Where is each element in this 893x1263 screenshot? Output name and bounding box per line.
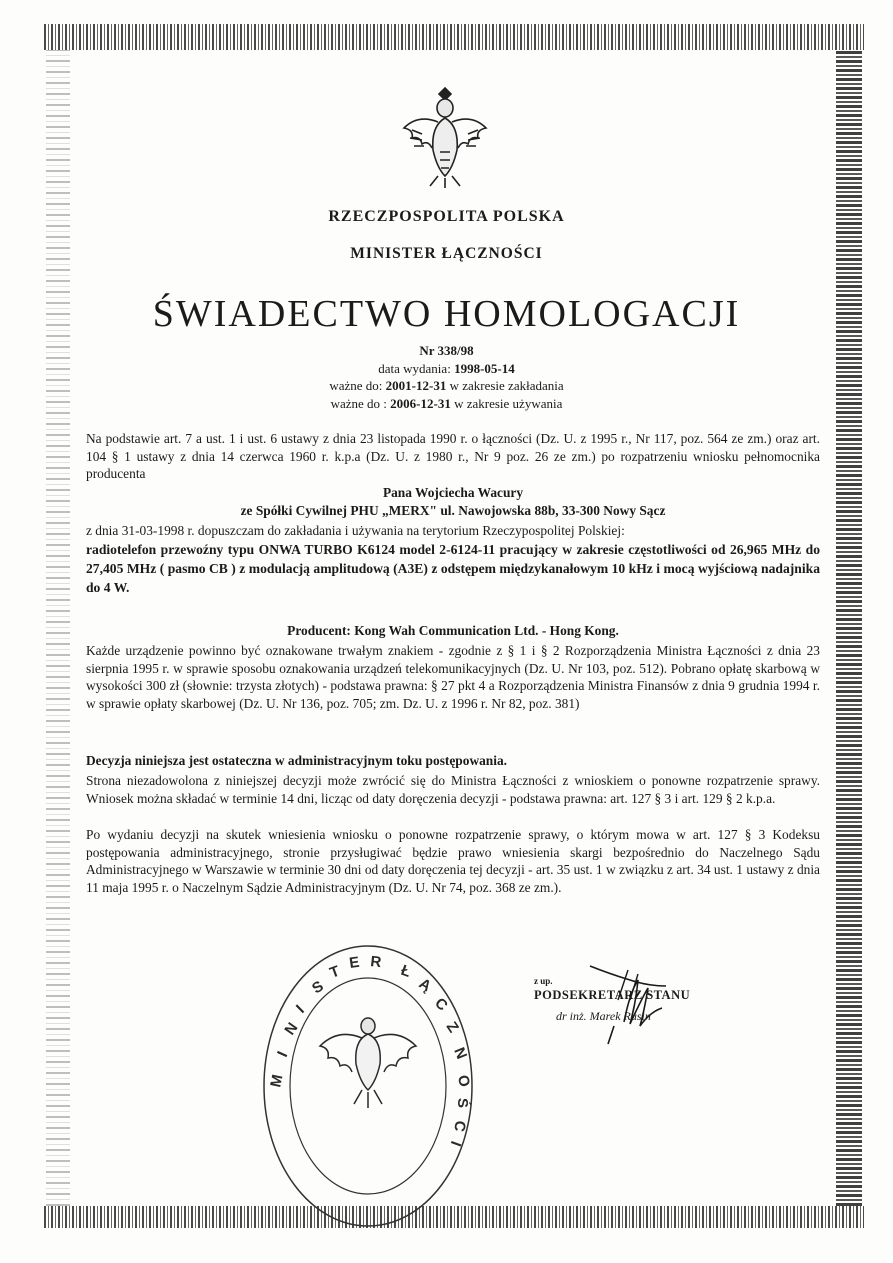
legal-basis-paragraph: Na podstawie art. 7 a ust. 1 i ust. 6 ustawy z dnia 23 listopada 1990 r. o łączności (Dz. U. z 1995 r., Nr 117, poz. 564 ze zm.) oraz art. 104 § 1 ustawy z dnia 14 czerwca 1960 r. k.p.a (Dz. U. z 1980 r., Nr 9 poz. 26 ze zm.) po rozpatrzeniu wniosku pełnomocnika producenta — [86, 431, 820, 481]
decorative-border-top — [44, 24, 864, 50]
seal-eagle-icon — [320, 1018, 416, 1108]
svg-text:T: T — [327, 962, 342, 982]
final-decision-statement: Decyzja niniejsza jest ostateczna w administracyjnym toku postępowania. — [86, 753, 508, 768]
issue-date-label: data wydania: — [378, 361, 451, 376]
svg-text:I: I — [274, 1048, 292, 1060]
marking-fee-paragraph: Każde urządzenie powinno być oznakowane trwałym znakiem - zgodnie z § 1 i § 2 Rozporządzenia Ministra Łączności z dnia 23 sierpnia 1995 r. w sprawie sposobu oznakowania urządzeń telekomunikacyjnych (Dz. U. Nr 103, poz. 512). Pobrano opłatę skarbową w wysokości 300 zł (słownie: trzysta złotych) - podstawa prawna: § 27 pkt 4 a Rozporządzenia Ministra Finansów z dnia 9 grudnia 1994 r. w sprawie opłaty skarbowej (Dz. U. Nr 136, poz. 705; zm. Dz. U. z 1996 r. Nr 82, poz. 381) — [86, 643, 820, 711]
issue-date-value: 1998-05-14 — [454, 361, 515, 376]
svg-text:N: N — [450, 1045, 471, 1062]
approval-statement: z dnia 31-03-1998 r. dopuszczam do zakładania i używania na terytorium Rzeczypospolitej Polskiej: — [86, 523, 625, 538]
valid-use-scope: w zakresie używania — [454, 396, 563, 411]
polish-eagle-emblem-icon — [400, 80, 490, 190]
valid-use-date: 2006-12-31 — [390, 396, 451, 411]
svg-text:S: S — [309, 977, 327, 998]
svg-text:M: M — [267, 1073, 287, 1089]
applicant-company: ze Spółki Cywilnej PHU „MERX" ul. Nawojowska 88b, 33-300 Nowy Sącz — [240, 503, 666, 518]
appeal-paragraph: Strona niezadowolona z niniejszej decyzji może zwrócić się do Ministra Łączności z wnioskiem o ponowne rozpatrzenie sprawy. Wniosek można składać w terminie 14 dni, licząc od daty doręczenia decyzji - podstawa prawna: art. 127 § 3 i art. 129 § 2 k.p.a. — [86, 773, 820, 806]
applicant-name: Pana Wojciecha Wacury — [382, 485, 524, 500]
svg-text:I: I — [292, 1001, 308, 1017]
svg-text:N: N — [281, 1019, 302, 1039]
svg-text:R: R — [369, 953, 383, 972]
court-complaint-paragraph: Po wydaniu decyzji na skutek wniesienia wniosku o ponowne rozpatrzenie sprawy, o którym mowa w art. 127 § 3 Kodeksu postępowania administracyjnego, stronie przysługiwać będzie prawo wniesienia skargi bezpośrednio do Naczelnego Sądu Administracyjnego w Warszawie w terminie 30 dni od daty doręczenia tej decyzji - art. 35 ust. 1 w związku z art. 34 ust. 1 ustawy z dnia 11 maja 1995 r. o Naczelnym Sądzie Administracyjnym (Dz. U. Nr 74, poz. 368 ze zm.). — [86, 827, 820, 895]
signatory-name: dr inż. Marek Rusin — [556, 1009, 651, 1023]
valid-install-label: ważne do: — [329, 378, 383, 393]
official-round-seal — [258, 938, 478, 1234]
producent-line: Producent: Kong Wah Communication Ltd. - Hong Kong. — [287, 623, 619, 638]
svg-text:Ą: Ą — [415, 974, 435, 996]
svg-text:Ś: Ś — [454, 1098, 471, 1109]
certificate-number: Nr 338/98 — [419, 343, 474, 358]
valid-use-line — [0, 396, 893, 412]
handwritten-signature — [560, 960, 700, 1050]
svg-text:Z: Z — [442, 1018, 462, 1036]
valid-use-label: ważne do : — [330, 396, 387, 411]
svg-text:I: I — [446, 1138, 465, 1149]
document-title: ŚWIADECTWO HOMOLOGACJI — [152, 293, 741, 335]
svg-text:C: C — [431, 994, 451, 1015]
valid-install-scope: w zakresie zakładania — [449, 378, 564, 393]
svg-text:E: E — [348, 953, 361, 972]
issue-date-line — [0, 361, 893, 377]
svg-text:O: O — [454, 1073, 473, 1089]
valid-install-date: 2001-12-31 — [385, 378, 447, 393]
authority-heading: MINISTER ŁĄCZNOŚCI — [350, 245, 543, 262]
svg-text:Ł: Ł — [398, 961, 414, 981]
device-description: radiotelefon przewoźny typu ONWA TURBO K6124 model 2-6124-11 pracujący w zakresie częstotliwości od 26,965 MHz do 27,405 MHz ( pasmo CB ) z modulacją amplitudową (A3E) z odstępem międzykanałowym 10 kHz i mocą wyjściową nadajnika do 4 W. — [86, 542, 820, 595]
signatory-title: PODSEKRETARZ STANU — [534, 988, 691, 1002]
valid-install-line — [0, 378, 893, 394]
country-heading: RZECZPOSPOLITA POLSKA — [328, 208, 565, 225]
signature-abbreviation: z up. — [534, 976, 553, 986]
svg-text:C: C — [450, 1119, 469, 1133]
